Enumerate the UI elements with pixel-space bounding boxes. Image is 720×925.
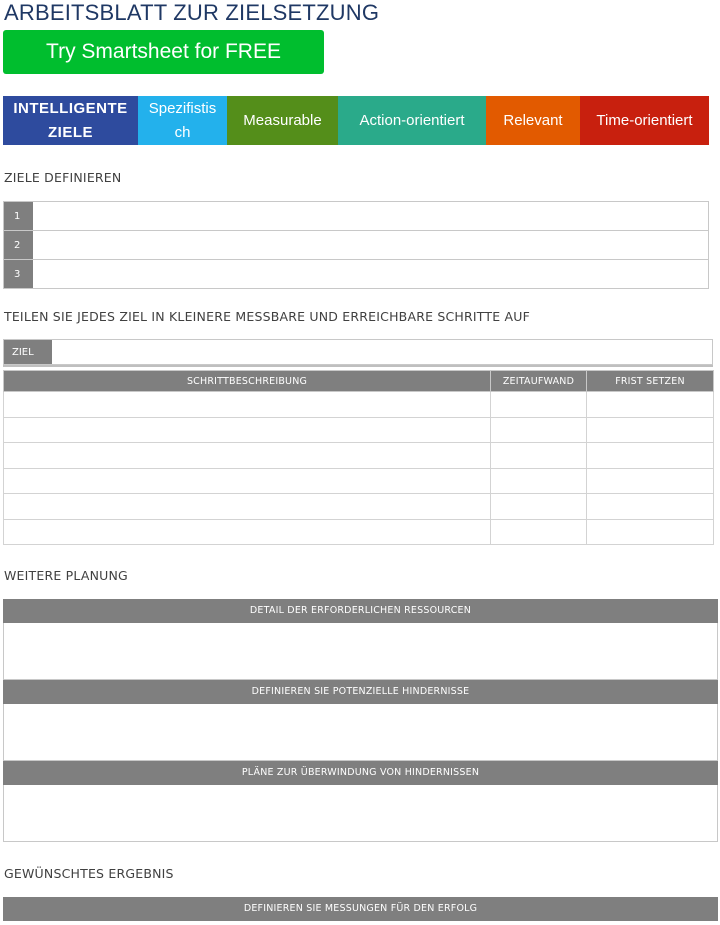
goal-input-1[interactable] bbox=[33, 202, 708, 230]
col-header-description: SCHRITTBESCHREIBUNG bbox=[4, 371, 491, 392]
step-time-cell[interactable] bbox=[491, 417, 587, 443]
table-row bbox=[4, 392, 714, 418]
step-description-cell[interactable] bbox=[4, 494, 491, 520]
smart-cell-action-label: Action-orientiert bbox=[359, 111, 465, 129]
section-further-planning: WEITERE PLANUNG bbox=[4, 568, 128, 583]
step-description-cell[interactable] bbox=[4, 443, 491, 469]
divider bbox=[3, 365, 713, 367]
smart-cell-measurable-label: Measurable bbox=[243, 111, 322, 129]
resources-header: DETAIL DER ERFORDERLICHEN RESSOURCEN bbox=[3, 599, 718, 623]
smart-cell-specific bbox=[138, 96, 227, 145]
goal-number: 1 bbox=[4, 202, 33, 230]
smart-cell-time-label: Time-orientiert bbox=[596, 111, 693, 129]
step-description-cell[interactable] bbox=[4, 417, 491, 443]
overcome-header: PLÄNE ZUR ÜBERWINDUNG VON HINDERNISSEN bbox=[3, 761, 718, 785]
smart-head-line1: INTELLIGENTE bbox=[13, 99, 128, 117]
section-break-down: TEILEN SIE JEDES ZIEL IN KLEINERE MESSBARE UND ERREICHBARE SCHRITTE AUF bbox=[4, 309, 531, 324]
step-deadline-cell[interactable] bbox=[587, 519, 714, 545]
step-deadline-cell[interactable] bbox=[587, 443, 714, 469]
table-row bbox=[4, 417, 714, 443]
resources-block bbox=[3, 599, 718, 680]
step-description-cell[interactable] bbox=[4, 392, 491, 418]
step-description-cell[interactable] bbox=[4, 468, 491, 494]
goal-row bbox=[3, 201, 709, 230]
ziel-row bbox=[3, 339, 713, 365]
overcome-input[interactable] bbox=[3, 785, 718, 842]
step-time-cell[interactable] bbox=[491, 519, 587, 545]
smart-cell-relevant bbox=[486, 96, 580, 145]
goal-row bbox=[3, 230, 709, 259]
smart-cell-measurable bbox=[227, 96, 338, 145]
col-header-deadline: FRIST SETZEN bbox=[587, 371, 714, 392]
smart-cell-relevant-label: Relevant bbox=[503, 111, 563, 129]
success-block bbox=[3, 897, 718, 921]
resources-input[interactable] bbox=[3, 623, 718, 680]
ziel-label: ZIEL bbox=[4, 340, 52, 364]
table-row bbox=[4, 519, 714, 545]
table-row bbox=[4, 443, 714, 469]
steps-table bbox=[3, 370, 714, 545]
ziel-input[interactable] bbox=[52, 340, 712, 364]
step-time-cell[interactable] bbox=[491, 443, 587, 469]
step-time-cell[interactable] bbox=[491, 392, 587, 418]
step-deadline-cell[interactable] bbox=[587, 392, 714, 418]
goal-row bbox=[3, 259, 709, 289]
steps-header-row bbox=[4, 371, 714, 392]
table-row bbox=[4, 494, 714, 520]
try-smartsheet-button[interactable]: Try Smartsheet for FREE bbox=[3, 30, 324, 74]
smart-cell-specific-line1: Spezifistis bbox=[148, 99, 217, 117]
obstacles-header: DEFINIEREN SIE POTENZIELLE HINDERNISSE bbox=[3, 680, 718, 704]
goal-number: 2 bbox=[4, 231, 33, 259]
table-row bbox=[4, 468, 714, 494]
smart-cell-time bbox=[580, 96, 709, 145]
step-description-cell[interactable] bbox=[4, 519, 491, 545]
overcome-block bbox=[3, 761, 718, 842]
goals-table bbox=[3, 201, 709, 289]
goal-input-3[interactable] bbox=[33, 260, 708, 288]
smart-cell-specific-line2: ch bbox=[174, 123, 191, 141]
success-header: DEFINIEREN SIE MESSUNGEN FÜR DEN ERFOLG bbox=[3, 897, 718, 921]
col-header-time: ZEITAUFWAND bbox=[491, 371, 587, 392]
obstacles-input[interactable] bbox=[3, 704, 718, 761]
goal-number: 3 bbox=[4, 260, 33, 288]
step-deadline-cell[interactable] bbox=[587, 468, 714, 494]
step-deadline-cell[interactable] bbox=[587, 417, 714, 443]
section-desired-result: GEWÜNSCHTES ERGEBNIS bbox=[4, 866, 174, 881]
obstacles-block bbox=[3, 680, 718, 761]
section-define-goals: ZIELE DEFINIEREN bbox=[4, 170, 122, 185]
page-title: ARBEITSBLATT ZUR ZIELSETZUNG bbox=[4, 0, 380, 25]
smart-head-line2: ZIELE bbox=[47, 123, 93, 141]
step-time-cell[interactable] bbox=[491, 494, 587, 520]
smart-goals-bar bbox=[3, 96, 709, 145]
step-deadline-cell[interactable] bbox=[587, 494, 714, 520]
goal-input-2[interactable] bbox=[33, 231, 708, 259]
smart-head-cell bbox=[3, 96, 138, 145]
smart-cell-action bbox=[338, 96, 486, 145]
step-time-cell[interactable] bbox=[491, 468, 587, 494]
